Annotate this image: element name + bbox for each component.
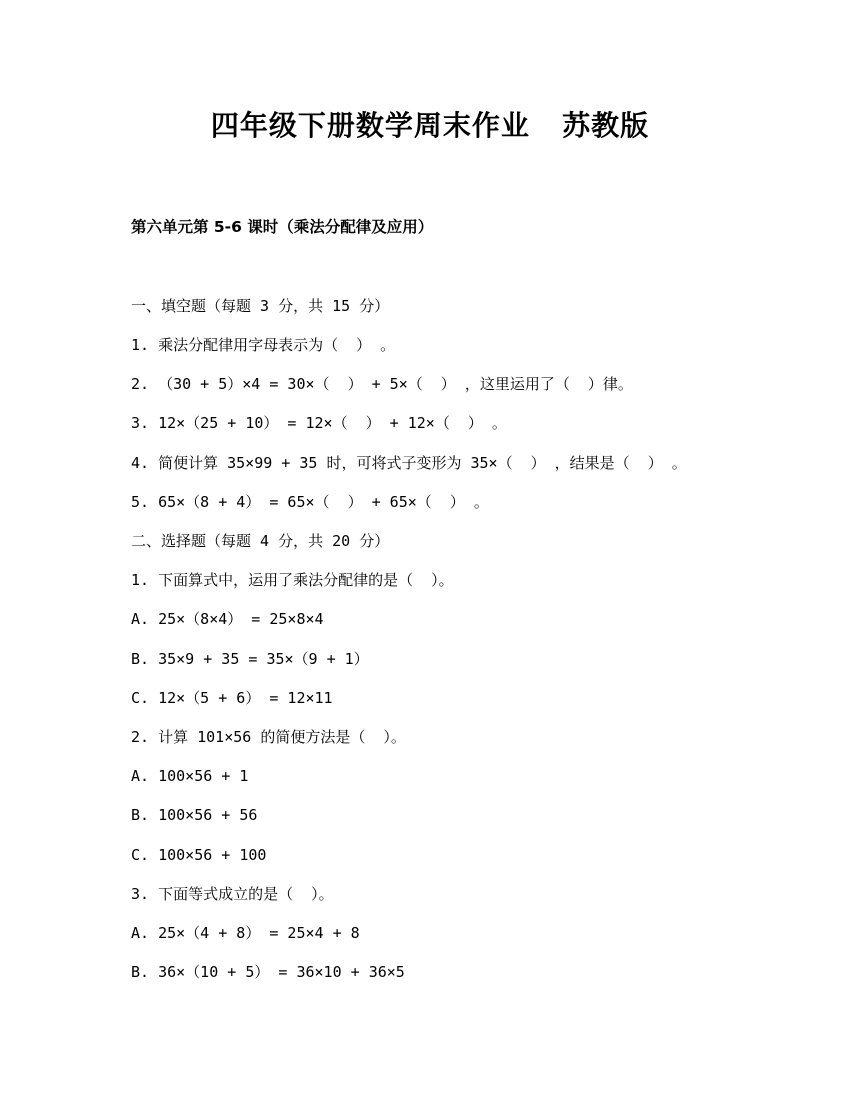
question-line: 2. 计算 101×56 的简便方法是（ ）。	[131, 728, 406, 746]
question-line: 5. 65×（8 + 4） = 65×（ ） + 65×（ ） 。	[131, 493, 489, 511]
question-line: 2. （30 + 5）×4 = 30×（ ） + 5×（ ） ，这里运用了（ ）律。	[131, 375, 633, 393]
choice-option: A. 25×（4 + 8） = 25×4 + 8	[131, 924, 360, 942]
page-title: 四年级下册数学周末作业 苏教版	[210, 109, 650, 142]
question-line: 1. 下面算式中，运用了乘法分配律的是（ ）。	[131, 571, 454, 589]
question-line: 3. 下面等式成立的是（ ）。	[131, 885, 334, 903]
question-line: 4. 简便计算 35×99 + 35 时，可将式子变形为 35×（ ） ，结果是（ ） 。	[131, 454, 687, 472]
section-heading-fill-blank: 一、填空题（每题 3 分，共 15 分）	[131, 297, 390, 315]
question-line: 3. 12×（25 + 10） = 12×（ ） + 12×（ ） 。	[131, 414, 507, 432]
section-subtitle: 第六单元第 5-6 课时（乘法分配律及应用）	[131, 218, 434, 236]
choice-option: A. 25×（8×4） = 25×8×4	[131, 610, 324, 628]
section-heading-multiple-choice: 二、选择题（每题 4 分，共 20 分）	[131, 532, 390, 550]
choice-option: C. 100×56 + 100	[131, 846, 267, 864]
choice-option: A. 100×56 + 1	[131, 767, 249, 785]
choice-option: B. 36×（10 + 5） = 36×10 + 36×5	[131, 963, 405, 981]
choice-option: B. 35×9 + 35 = 35×（9 + 1）	[131, 650, 369, 668]
question-line: 1. 乘法分配律用字母表示为（ ） 。	[131, 336, 396, 354]
choice-option: C. 12×（5 + 6） = 12×11	[131, 689, 333, 707]
choice-option: B. 100×56 + 56	[131, 806, 258, 824]
